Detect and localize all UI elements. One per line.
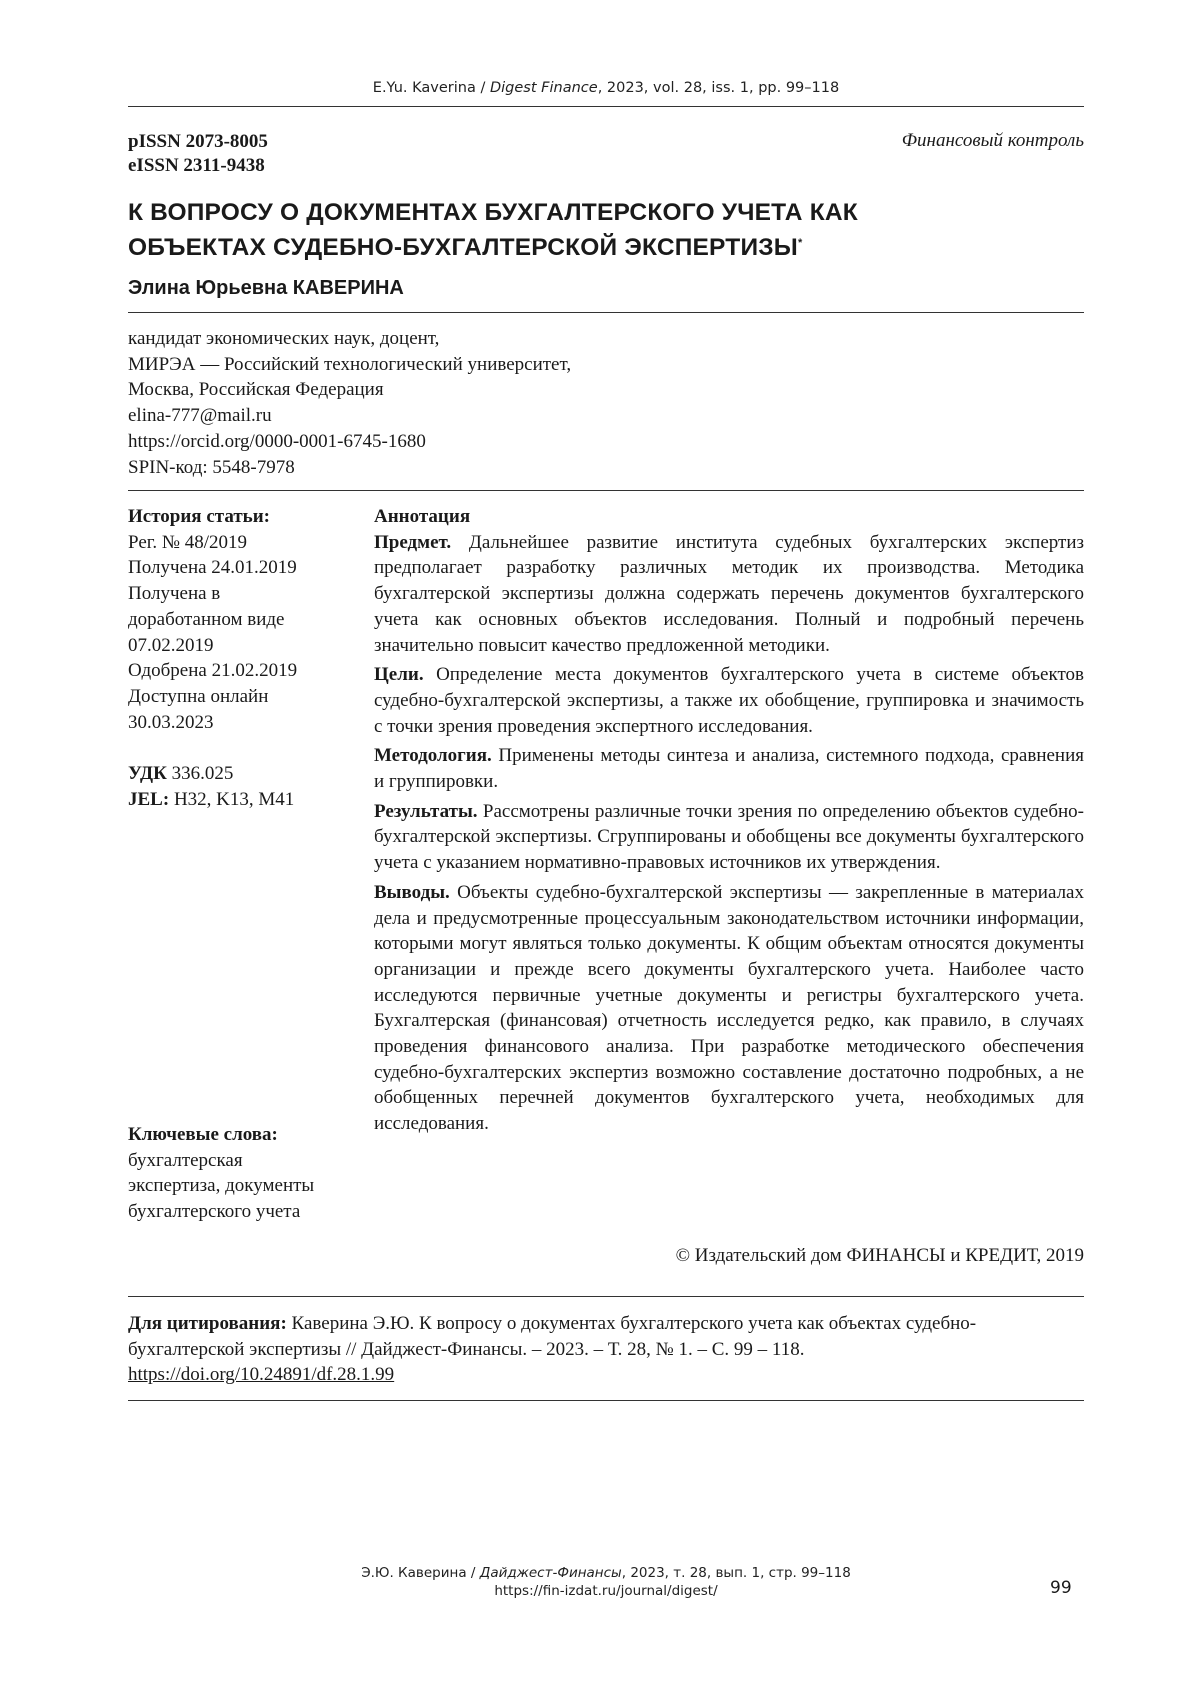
keywords-line-3: бухгалтерского учета — [128, 1201, 301, 1223]
abstract-conclusions — [374, 880, 1084, 1137]
jel-label: JEL: — [128, 788, 170, 810]
running-head — [128, 80, 1084, 96]
history-gap — [128, 735, 358, 761]
methods-text: Применены методы синтеза и анализа, системного подхода, сравнения и группировки. — [374, 745, 1084, 793]
article-title — [128, 197, 1084, 263]
history-approved: Одобрена 21.02.2019 — [128, 660, 298, 682]
copyright-notice: © Издательский дом ФИНАНСЫ и КРЕДИТ, 2019 — [675, 1245, 1084, 1266]
history-online-line-1: Доступна онлайн — [128, 685, 269, 707]
citation-text: Каверина Э.Ю. К вопросу о документах бухгалтерского учета как объектах судебно-бухгалтерской экспертизы // Дайджест-Финансы. – 2023. – Т. 28, № 1. – С. 99 – 118. — [128, 1313, 977, 1360]
citation-top-divider — [128, 1296, 1084, 1297]
footer-journal: Дайджест-Финансы — [479, 1565, 622, 1581]
header-divider — [128, 106, 1084, 107]
page-footer — [128, 1564, 1084, 1600]
running-head-details: , 2023, vol. 28, iss. 1, pp. 99–118 — [597, 80, 840, 96]
citation-label: Для цитирования: — [128, 1313, 287, 1334]
author-divider — [128, 312, 1084, 313]
history-received: Получена 24.01.2019 — [128, 557, 297, 579]
running-head-author: E.Yu. Kaverina — [372, 80, 476, 96]
history-revised-date: 07.02.2019 — [128, 634, 214, 656]
udk-line — [128, 761, 358, 787]
goals-label: Цели. — [374, 664, 424, 686]
electronic-issn: eISSN 2311-9438 — [128, 155, 265, 176]
doi-link[interactable]: https://doi.org/10.24891/df.28.1.99 — [128, 1364, 395, 1386]
keywords-line-2: экспертиза, документы — [128, 1175, 315, 1197]
udk-label: УДК — [128, 763, 167, 785]
abstract-heading: Аннотация — [374, 506, 471, 527]
abstract-subject — [374, 530, 1084, 659]
subject-text: Дальнейшее развитие института судебных бухгалтерских экспертиз предполагает разработку различных методик их производства. Методика бухгалтерской экспертизы должна содержать перечень документов бухгалтерского учета как основных объектов исследования. Полный и подробный перечень значительно повысит качество предложенной методики. — [374, 531, 1084, 656]
author-degree: кандидат экономических наук, доцент, — [128, 328, 440, 349]
abstract-results — [374, 799, 1084, 876]
abstract-block — [374, 504, 1084, 1141]
footer-separator: / — [466, 1565, 480, 1581]
goals-text: Определение места документов бухгалтерского учета в системе объектов судебно-бухгалтерской экспертизы, а также их обобщение, группировка и значимость с точки зрения проведения экспертного исследования. — [374, 664, 1084, 737]
page-number: 99 — [1050, 1578, 1072, 1598]
affiliation-block — [128, 326, 571, 480]
author-institution: МИРЭА — Российский технологический университет, — [128, 353, 572, 375]
footer-details: , 2023, т. 28, вып. 1, стр. 99–118 — [621, 1565, 851, 1581]
footer-author: Э.Ю. Каверина — [361, 1565, 467, 1581]
jel-line — [128, 787, 358, 813]
footer-journal-url[interactable]: https://fin-izdat.ru/journal/digest/ — [494, 1583, 718, 1599]
running-head-journal: Digest Finance — [489, 80, 598, 96]
rubric: Финансовый контроль — [901, 130, 1084, 151]
title-line-1: К ВОПРОСУ О ДОКУМЕНТАХ БУХГАЛТЕРСКОГО УЧЕТА КАК — [128, 199, 858, 226]
keywords-line-1: бухгалтерская — [128, 1149, 243, 1171]
methods-label: Методология. — [374, 745, 492, 767]
udk-value: 336.025 — [166, 763, 234, 785]
title-line-2: ОБЪЕКТАХ СУДЕБНО-БУХГАЛТЕРСКОЙ ЭКСПЕРТИЗЫ — [128, 234, 798, 262]
keywords-heading: Ключевые слова: — [128, 1124, 278, 1145]
author-orcid-link[interactable]: https://orcid.org/0000-0001-6745-1680 — [128, 430, 426, 452]
results-label: Результаты. — [374, 800, 478, 822]
author-spin: SPIN-код: 5548-7978 — [128, 456, 295, 478]
history-revised-line-1: Получена в — [128, 583, 221, 605]
abstract-methods — [374, 743, 1084, 794]
keywords-block — [128, 1122, 358, 1225]
citation-block — [128, 1311, 1084, 1388]
citation-bottom-divider — [128, 1400, 1084, 1401]
history-revised-line-2: доработанном виде — [128, 608, 285, 630]
author-email[interactable]: elina-777@mail.ru — [128, 405, 272, 427]
affiliation-divider — [128, 490, 1084, 491]
abstract-goals — [374, 662, 1084, 739]
history-heading: История статьи: — [128, 506, 270, 527]
author-name: Элина Юрьевна КАВЕРИНА — [128, 277, 404, 299]
issn-block — [128, 130, 268, 178]
results-text: Рассмотрены различные точки зрения по определению объектов судебно-бухгалтерской экспертизы. Сгруппированы и обобщены все документы бухгалтерского учета с указанием нормативно-правовых источников их утверждения. — [374, 800, 1084, 874]
article-history — [128, 504, 358, 812]
author-location: Москва, Российская Федерация — [128, 379, 384, 401]
conclusions-text: Объекты судебно-бухгалтерской экспертизы — закрепленные в материалах дела и предусмотренные процессуальным законодательством источники информации, которыми могут являться только документы. К общим объектам относятся документы организации и прежде всего документы бухгалтерского учета. Наиболее часто исследуются первичные учетные документы и регистры бухгалтерского учета. Бухгалтерская (финансовая) отчетность исследуется редко, как правило, в случаях проведения финансового анализа. При разработке методического обеспечения судебно-бухгалтерских экспертиз возможно составление достаточно подробных, а не обобщенных перечней документов бухгалтерского учета, необходимых для исследования. — [374, 881, 1084, 1135]
print-issn: pISSN 2073-8005 — [128, 131, 268, 152]
history-registration: Рег. № 48/2019 — [128, 531, 248, 553]
jel-value: H32, K13, M41 — [169, 788, 295, 810]
conclusions-label: Выводы. — [374, 881, 450, 903]
running-head-separator: / — [475, 80, 490, 96]
history-online-date: 30.03.2023 — [128, 711, 214, 733]
title-footnote-mark: * — [798, 237, 803, 249]
subject-label: Предмет. — [374, 531, 452, 553]
